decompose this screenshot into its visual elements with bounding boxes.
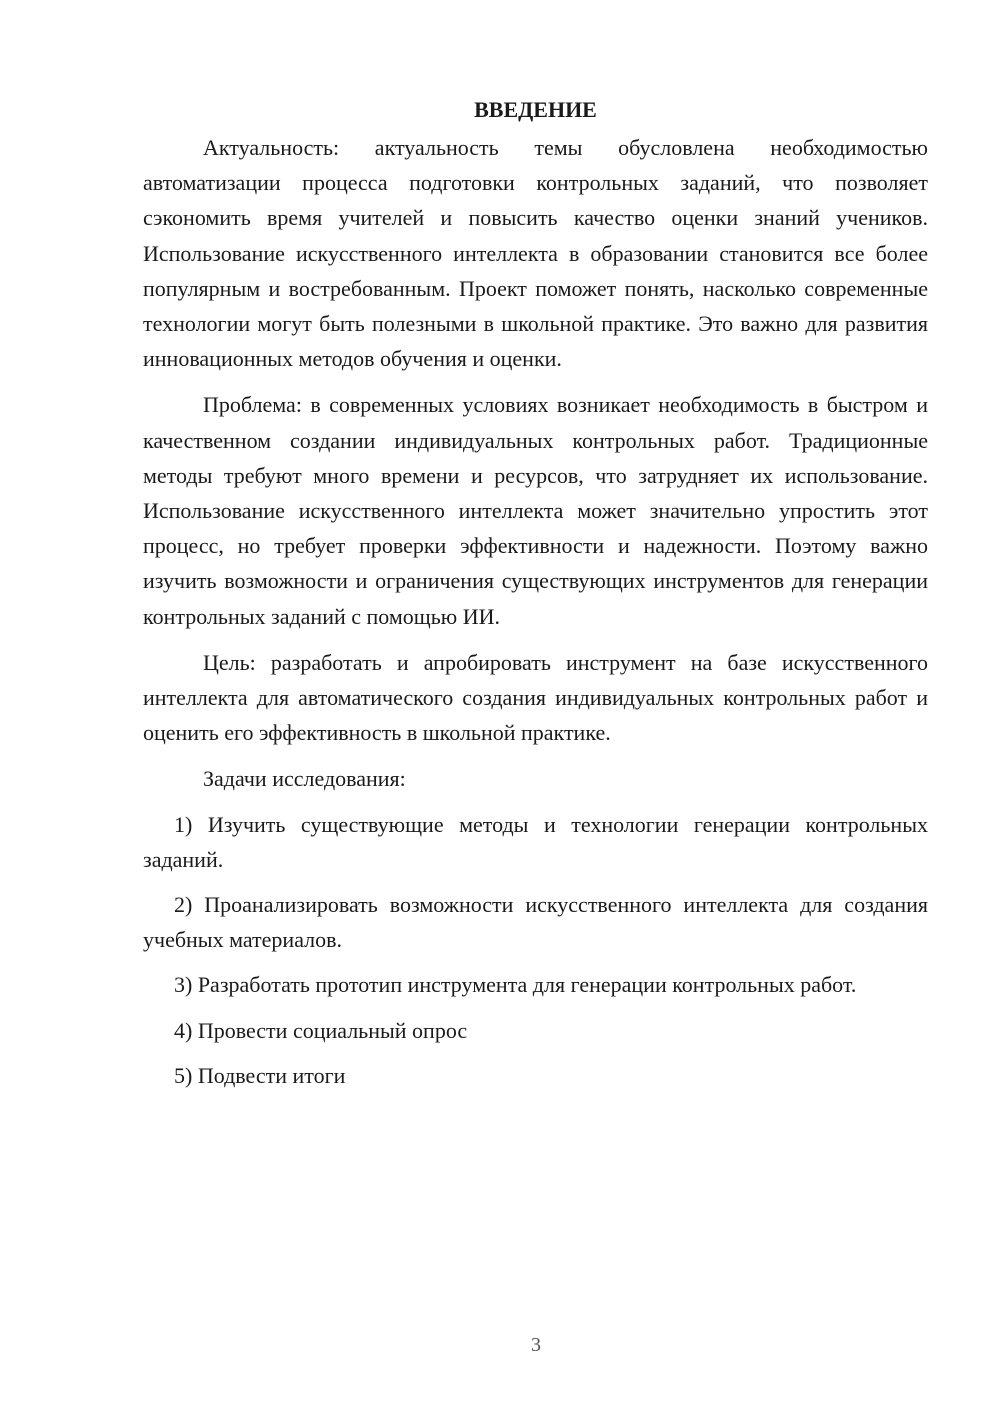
list-item: 5) Подвести итоги [174, 1062, 346, 1088]
list-item: 4) Провести социальный опрос [174, 1017, 468, 1043]
page-number: 3 [531, 1334, 541, 1356]
list-item: 3) Разработать прототип инструмента для генерации контрольных работ. [174, 972, 857, 998]
section-heading: ВВЕДЕНИЕ [474, 97, 597, 122]
list-item: 2) Проанализировать возможности искусственного интеллекта для создания учебных материалов. [143, 892, 928, 953]
tasks-list [143, 807, 928, 1093]
paragraph-goal: Цель: разработать и апробировать инструмент на базе искусственного интеллекта для автоматического создания индивидуальных контрольных работ и оценить его эффективность в школьной практике. [143, 649, 928, 746]
document-page [143, 92, 928, 1103]
paragraph-relevance: Актуальность: актуальность темы обусловлена необходимостью автоматизации процесса подготовки контрольных заданий, что позволяет сэкономить время учителей и повысить качество оценки знаний учеников. Использование искусственного интеллекта в образовании становится все более популярным и востребованным. Проект поможет понять, насколько современные технологии могут быть полезными в школьной практике. Это важно для развития инновационных методов обучения и оценки. [143, 135, 928, 372]
list-item: 1) Изучить существующие методы и технологии генерации контрольных заданий. [143, 811, 928, 872]
tasks-title: Задачи исследования: [203, 766, 406, 792]
paragraph-problem: Проблема: в современных условиях возникает необходимость в быстром и качественном создании индивидуальных контрольных работ. Традиционные методы требуют много времени и ресурсов, что затрудняет их использование. Использование искусственного интеллекта может значительно упростить этот процесс, но требует проверки эффективности и надежности. Поэтому важно изучить возможности и ограничения существующих инструментов для генерации контрольных заданий с помощью ИИ. [143, 392, 928, 629]
